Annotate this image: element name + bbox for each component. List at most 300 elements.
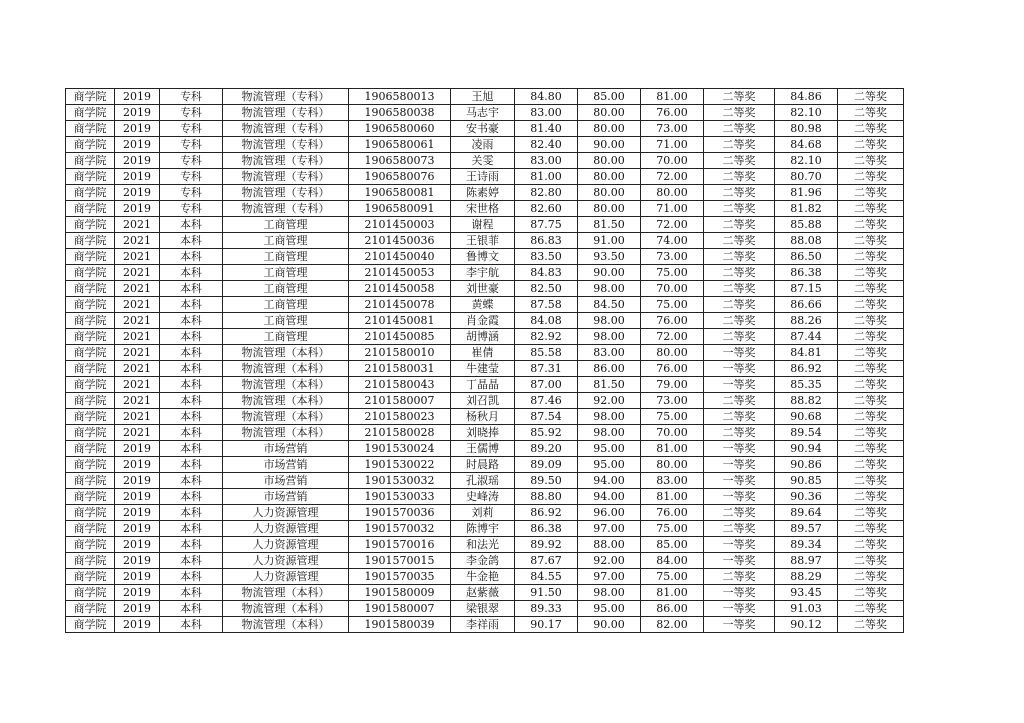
cell-college: 商学院 — [66, 473, 115, 489]
cell-name: 宋世格 — [451, 201, 515, 217]
cell-level: 本科 — [160, 537, 223, 553]
cell-student-id: 2101450078 — [349, 297, 451, 313]
table-row — [66, 361, 904, 377]
cell-total: 88.08 — [775, 233, 838, 249]
table-row — [66, 329, 904, 345]
cell-level: 本科 — [160, 393, 223, 409]
cell-level: 本科 — [160, 409, 223, 425]
cell-score-c: 79.00 — [641, 377, 704, 393]
cell-score-c: 84.00 — [641, 553, 704, 569]
cell-student-id: 2101450053 — [349, 265, 451, 281]
cell-major: 人力资源管理 — [223, 521, 349, 537]
cell-score-b: 80.00 — [578, 185, 641, 201]
table-row — [66, 265, 904, 281]
cell-name: 时晨路 — [451, 457, 515, 473]
cell-major: 物流管理（本科） — [223, 409, 349, 425]
cell-name: 刘莉 — [451, 505, 515, 521]
cell-major: 市场营销 — [223, 489, 349, 505]
cell-score-b: 81.50 — [578, 377, 641, 393]
cell-award-b: 二等奖 — [838, 601, 904, 617]
cell-score-b: 94.00 — [578, 489, 641, 505]
table-row — [66, 457, 904, 473]
cell-score-c: 70.00 — [641, 153, 704, 169]
cell-award-b: 二等奖 — [838, 457, 904, 473]
cell-student-id: 1906580076 — [349, 169, 451, 185]
cell-score-a: 86.38 — [515, 521, 578, 537]
cell-total: 90.68 — [775, 409, 838, 425]
cell-score-c: 73.00 — [641, 121, 704, 137]
cell-total: 89.64 — [775, 505, 838, 521]
cell-student-id: 1901570015 — [349, 553, 451, 569]
cell-award-b: 二等奖 — [838, 425, 904, 441]
cell-student-id: 2101580031 — [349, 361, 451, 377]
cell-student-id: 2101450058 — [349, 281, 451, 297]
cell-score-b: 98.00 — [578, 585, 641, 601]
cell-student-id: 2101580023 — [349, 409, 451, 425]
cell-total: 90.12 — [775, 617, 838, 633]
cell-score-b: 98.00 — [578, 313, 641, 329]
cell-score-b: 80.00 — [578, 201, 641, 217]
cell-award-a: 二等奖 — [704, 121, 775, 137]
cell-level: 本科 — [160, 281, 223, 297]
cell-award-b: 二等奖 — [838, 473, 904, 489]
cell-student-id: 1906580091 — [349, 201, 451, 217]
cell-score-a: 84.55 — [515, 569, 578, 585]
cell-major: 物流管理（本科） — [223, 425, 349, 441]
cell-major: 工商管理 — [223, 329, 349, 345]
cell-major: 物流管理（专科） — [223, 121, 349, 137]
cell-score-b: 85.00 — [578, 89, 641, 105]
cell-college: 商学院 — [66, 137, 115, 153]
cell-major: 人力资源管理 — [223, 537, 349, 553]
cell-score-c: 81.00 — [641, 441, 704, 457]
cell-college: 商学院 — [66, 313, 115, 329]
cell-award-a: 一等奖 — [704, 345, 775, 361]
cell-score-c: 70.00 — [641, 425, 704, 441]
table-row — [66, 617, 904, 633]
cell-score-a: 82.40 — [515, 137, 578, 153]
cell-major: 人力资源管理 — [223, 505, 349, 521]
cell-award-a: 二等奖 — [704, 169, 775, 185]
table-row — [66, 297, 904, 313]
table-row — [66, 473, 904, 489]
cell-score-c: 76.00 — [641, 313, 704, 329]
cell-college: 商学院 — [66, 521, 115, 537]
cell-college: 商学院 — [66, 377, 115, 393]
cell-award-a: 二等奖 — [704, 153, 775, 169]
cell-total: 91.03 — [775, 601, 838, 617]
cell-score-c: 76.00 — [641, 505, 704, 521]
table-row — [66, 153, 904, 169]
cell-level: 本科 — [160, 329, 223, 345]
cell-award-b: 二等奖 — [838, 521, 904, 537]
cell-college: 商学院 — [66, 153, 115, 169]
cell-college: 商学院 — [66, 169, 115, 185]
cell-major: 物流管理（本科） — [223, 601, 349, 617]
cell-name: 李金鸽 — [451, 553, 515, 569]
cell-year: 2019 — [115, 201, 160, 217]
cell-college: 商学院 — [66, 409, 115, 425]
cell-score-b: 93.50 — [578, 249, 641, 265]
cell-total: 87.15 — [775, 281, 838, 297]
cell-award-a: 二等奖 — [704, 233, 775, 249]
cell-level: 本科 — [160, 569, 223, 585]
cell-total: 82.10 — [775, 153, 838, 169]
cell-score-c: 72.00 — [641, 169, 704, 185]
cell-student-id: 1906580073 — [349, 153, 451, 169]
cell-major: 物流管理（本科） — [223, 361, 349, 377]
table-row — [66, 489, 904, 505]
cell-student-id: 2101580028 — [349, 425, 451, 441]
cell-college: 商学院 — [66, 329, 115, 345]
cell-score-a: 87.46 — [515, 393, 578, 409]
cell-total: 80.70 — [775, 169, 838, 185]
cell-name: 鲁博文 — [451, 249, 515, 265]
cell-score-c: 75.00 — [641, 569, 704, 585]
cell-level: 本科 — [160, 505, 223, 521]
cell-award-b: 二等奖 — [838, 345, 904, 361]
cell-score-c: 81.00 — [641, 585, 704, 601]
cell-college: 商学院 — [66, 265, 115, 281]
table-row — [66, 121, 904, 137]
cell-major: 物流管理（本科） — [223, 345, 349, 361]
cell-student-id: 2101450003 — [349, 217, 451, 233]
cell-name: 和法光 — [451, 537, 515, 553]
cell-score-b: 80.00 — [578, 153, 641, 169]
cell-score-a: 87.00 — [515, 377, 578, 393]
cell-level: 专科 — [160, 137, 223, 153]
cell-score-a: 82.50 — [515, 281, 578, 297]
cell-total: 87.44 — [775, 329, 838, 345]
table-row — [66, 505, 904, 521]
table-row — [66, 281, 904, 297]
cell-year: 2021 — [115, 425, 160, 441]
cell-level: 本科 — [160, 217, 223, 233]
cell-total: 80.98 — [775, 121, 838, 137]
cell-year: 2021 — [115, 281, 160, 297]
cell-level: 本科 — [160, 265, 223, 281]
cell-student-id: 1901580007 — [349, 601, 451, 617]
cell-college: 商学院 — [66, 89, 115, 105]
table-row — [66, 185, 904, 201]
cell-name: 赵紫薇 — [451, 585, 515, 601]
cell-score-a: 86.83 — [515, 233, 578, 249]
cell-year: 2019 — [115, 457, 160, 473]
cell-total: 86.38 — [775, 265, 838, 281]
cell-total: 84.86 — [775, 89, 838, 105]
cell-major: 人力资源管理 — [223, 569, 349, 585]
cell-student-id: 1901530033 — [349, 489, 451, 505]
table-row — [66, 601, 904, 617]
cell-name: 崔倩 — [451, 345, 515, 361]
cell-college: 商学院 — [66, 617, 115, 633]
cell-score-c: 74.00 — [641, 233, 704, 249]
cell-name: 凌雨 — [451, 137, 515, 153]
cell-college: 商学院 — [66, 553, 115, 569]
cell-college: 商学院 — [66, 361, 115, 377]
cell-year: 2019 — [115, 553, 160, 569]
cell-score-b: 83.00 — [578, 345, 641, 361]
cell-score-a: 89.20 — [515, 441, 578, 457]
cell-name: 李宇航 — [451, 265, 515, 281]
cell-score-a: 86.92 — [515, 505, 578, 521]
cell-student-id: 1901570035 — [349, 569, 451, 585]
cell-award-b: 二等奖 — [838, 105, 904, 121]
cell-score-c: 86.00 — [641, 601, 704, 617]
cell-major: 市场营销 — [223, 441, 349, 457]
cell-college: 商学院 — [66, 201, 115, 217]
cell-college: 商学院 — [66, 537, 115, 553]
cell-score-b: 84.50 — [578, 297, 641, 313]
cell-name: 陈博宇 — [451, 521, 515, 537]
cell-student-id: 1901580039 — [349, 617, 451, 633]
cell-score-c: 75.00 — [641, 409, 704, 425]
cell-name: 王儒博 — [451, 441, 515, 457]
cell-award-b: 二等奖 — [838, 281, 904, 297]
cell-major: 物流管理（本科） — [223, 393, 349, 409]
cell-year: 2021 — [115, 297, 160, 313]
cell-college: 商学院 — [66, 569, 115, 585]
cell-year: 2021 — [115, 249, 160, 265]
cell-year: 2021 — [115, 265, 160, 281]
cell-major: 物流管理（专科） — [223, 137, 349, 153]
cell-award-a: 二等奖 — [704, 521, 775, 537]
cell-score-b: 95.00 — [578, 601, 641, 617]
cell-student-id: 1906580038 — [349, 105, 451, 121]
cell-award-a: 二等奖 — [704, 329, 775, 345]
cell-college: 商学院 — [66, 425, 115, 441]
cell-score-a: 84.80 — [515, 89, 578, 105]
cell-score-b: 95.00 — [578, 441, 641, 457]
cell-level: 本科 — [160, 489, 223, 505]
cell-year: 2021 — [115, 409, 160, 425]
cell-year: 2019 — [115, 441, 160, 457]
table-row — [66, 313, 904, 329]
cell-year: 2019 — [115, 601, 160, 617]
cell-name: 牛金艳 — [451, 569, 515, 585]
cell-score-a: 87.75 — [515, 217, 578, 233]
cell-award-b: 二等奖 — [838, 233, 904, 249]
table-row — [66, 105, 904, 121]
cell-award-b: 二等奖 — [838, 393, 904, 409]
cell-student-id: 1901580009 — [349, 585, 451, 601]
table-row — [66, 537, 904, 553]
cell-score-b: 88.00 — [578, 537, 641, 553]
cell-level: 本科 — [160, 377, 223, 393]
cell-student-id: 1906580013 — [349, 89, 451, 105]
cell-award-a: 二等奖 — [704, 89, 775, 105]
cell-name: 肖金霞 — [451, 313, 515, 329]
cell-total: 89.57 — [775, 521, 838, 537]
cell-student-id: 1901530032 — [349, 473, 451, 489]
cell-college: 商学院 — [66, 585, 115, 601]
cell-total: 88.26 — [775, 313, 838, 329]
cell-student-id: 1906580061 — [349, 137, 451, 153]
cell-total: 84.81 — [775, 345, 838, 361]
cell-major: 物流管理（本科） — [223, 585, 349, 601]
cell-name: 王诗雨 — [451, 169, 515, 185]
cell-award-b: 二等奖 — [838, 265, 904, 281]
cell-name: 丁晶晶 — [451, 377, 515, 393]
cell-award-b: 二等奖 — [838, 489, 904, 505]
cell-score-b: 91.00 — [578, 233, 641, 249]
cell-total: 90.85 — [775, 473, 838, 489]
cell-year: 2019 — [115, 105, 160, 121]
cell-award-a: 一等奖 — [704, 473, 775, 489]
cell-student-id: 2101580007 — [349, 393, 451, 409]
cell-award-a: 二等奖 — [704, 569, 775, 585]
cell-award-b: 二等奖 — [838, 409, 904, 425]
cell-score-b: 81.50 — [578, 217, 641, 233]
cell-award-b: 二等奖 — [838, 553, 904, 569]
cell-major: 物流管理（专科） — [223, 201, 349, 217]
cell-total: 89.34 — [775, 537, 838, 553]
cell-student-id: 2101580043 — [349, 377, 451, 393]
cell-score-b: 80.00 — [578, 121, 641, 137]
cell-level: 本科 — [160, 233, 223, 249]
cell-college: 商学院 — [66, 281, 115, 297]
cell-student-id: 1906580060 — [349, 121, 451, 137]
cell-level: 本科 — [160, 553, 223, 569]
table-row — [66, 201, 904, 217]
cell-year: 2019 — [115, 185, 160, 201]
cell-year: 2021 — [115, 377, 160, 393]
cell-total: 90.86 — [775, 457, 838, 473]
cell-college: 商学院 — [66, 297, 115, 313]
cell-score-c: 73.00 — [641, 393, 704, 409]
cell-award-b: 二等奖 — [838, 249, 904, 265]
cell-name: 李祥雨 — [451, 617, 515, 633]
cell-score-a: 85.92 — [515, 425, 578, 441]
cell-student-id: 2101580010 — [349, 345, 451, 361]
cell-level: 本科 — [160, 457, 223, 473]
cell-score-a: 87.58 — [515, 297, 578, 313]
cell-score-c: 71.00 — [641, 137, 704, 153]
cell-total: 90.94 — [775, 441, 838, 457]
cell-name: 胡博涵 — [451, 329, 515, 345]
cell-level: 本科 — [160, 441, 223, 457]
cell-name: 牛建莹 — [451, 361, 515, 377]
cell-award-a: 一等奖 — [704, 537, 775, 553]
cell-year: 2019 — [115, 617, 160, 633]
cell-total: 88.29 — [775, 569, 838, 585]
cell-award-a: 一等奖 — [704, 361, 775, 377]
cell-college: 商学院 — [66, 457, 115, 473]
cell-award-b: 二等奖 — [838, 217, 904, 233]
cell-name: 马志宇 — [451, 105, 515, 121]
cell-score-a: 90.17 — [515, 617, 578, 633]
cell-name: 刘召凯 — [451, 393, 515, 409]
cell-total: 86.50 — [775, 249, 838, 265]
cell-year: 2019 — [115, 137, 160, 153]
cell-total: 86.66 — [775, 297, 838, 313]
cell-year: 2019 — [115, 569, 160, 585]
cell-score-c: 75.00 — [641, 297, 704, 313]
cell-award-b: 二等奖 — [838, 617, 904, 633]
table-row — [66, 585, 904, 601]
cell-award-b: 二等奖 — [838, 297, 904, 313]
cell-total: 90.36 — [775, 489, 838, 505]
cell-student-id: 1901570016 — [349, 537, 451, 553]
cell-award-a: 一等奖 — [704, 617, 775, 633]
cell-major: 物流管理（专科） — [223, 89, 349, 105]
cell-award-a: 二等奖 — [704, 425, 775, 441]
cell-year: 2019 — [115, 473, 160, 489]
cell-award-b: 二等奖 — [838, 441, 904, 457]
cell-college: 商学院 — [66, 249, 115, 265]
cell-award-b: 二等奖 — [838, 153, 904, 169]
cell-name: 关雯 — [451, 153, 515, 169]
cell-college: 商学院 — [66, 121, 115, 137]
cell-score-b: 96.00 — [578, 505, 641, 521]
cell-level: 本科 — [160, 521, 223, 537]
cell-award-b: 二等奖 — [838, 201, 904, 217]
cell-name: 史峰涛 — [451, 489, 515, 505]
cell-student-id: 2101450036 — [349, 233, 451, 249]
cell-year: 2021 — [115, 345, 160, 361]
cell-year: 2021 — [115, 313, 160, 329]
cell-total: 88.97 — [775, 553, 838, 569]
cell-year: 2019 — [115, 489, 160, 505]
cell-score-a: 81.40 — [515, 121, 578, 137]
cell-score-a: 89.09 — [515, 457, 578, 473]
cell-name: 王旭 — [451, 89, 515, 105]
cell-major: 工商管理 — [223, 265, 349, 281]
cell-award-a: 二等奖 — [704, 105, 775, 121]
cell-total: 81.82 — [775, 201, 838, 217]
table-body — [66, 89, 904, 633]
cell-award-a: 二等奖 — [704, 409, 775, 425]
cell-total: 81.96 — [775, 185, 838, 201]
table-row — [66, 393, 904, 409]
cell-score-b: 97.00 — [578, 521, 641, 537]
cell-score-c: 83.00 — [641, 473, 704, 489]
cell-year: 2019 — [115, 121, 160, 137]
cell-total: 88.82 — [775, 393, 838, 409]
cell-total: 85.88 — [775, 217, 838, 233]
cell-award-a: 一等奖 — [704, 457, 775, 473]
cell-score-a: 83.00 — [515, 153, 578, 169]
cell-award-b: 二等奖 — [838, 121, 904, 137]
table-row — [66, 553, 904, 569]
cell-level: 专科 — [160, 169, 223, 185]
cell-score-a: 89.50 — [515, 473, 578, 489]
cell-level: 专科 — [160, 121, 223, 137]
table-row — [66, 233, 904, 249]
cell-college: 商学院 — [66, 185, 115, 201]
cell-major: 工商管理 — [223, 233, 349, 249]
cell-year: 2021 — [115, 393, 160, 409]
cell-award-b: 二等奖 — [838, 89, 904, 105]
cell-year: 2019 — [115, 537, 160, 553]
cell-year: 2021 — [115, 233, 160, 249]
cell-college: 商学院 — [66, 393, 115, 409]
cell-major: 市场营销 — [223, 473, 349, 489]
cell-score-a: 82.60 — [515, 201, 578, 217]
cell-score-b: 90.00 — [578, 265, 641, 281]
cell-award-a: 一等奖 — [704, 553, 775, 569]
cell-award-a: 二等奖 — [704, 505, 775, 521]
cell-college: 商学院 — [66, 345, 115, 361]
cell-award-b: 二等奖 — [838, 185, 904, 201]
cell-name: 刘世豪 — [451, 281, 515, 297]
cell-score-c: 75.00 — [641, 521, 704, 537]
cell-award-a: 二等奖 — [704, 217, 775, 233]
cell-name: 刘晓捧 — [451, 425, 515, 441]
table-row — [66, 169, 904, 185]
cell-score-a: 87.31 — [515, 361, 578, 377]
cell-score-a: 83.00 — [515, 105, 578, 121]
